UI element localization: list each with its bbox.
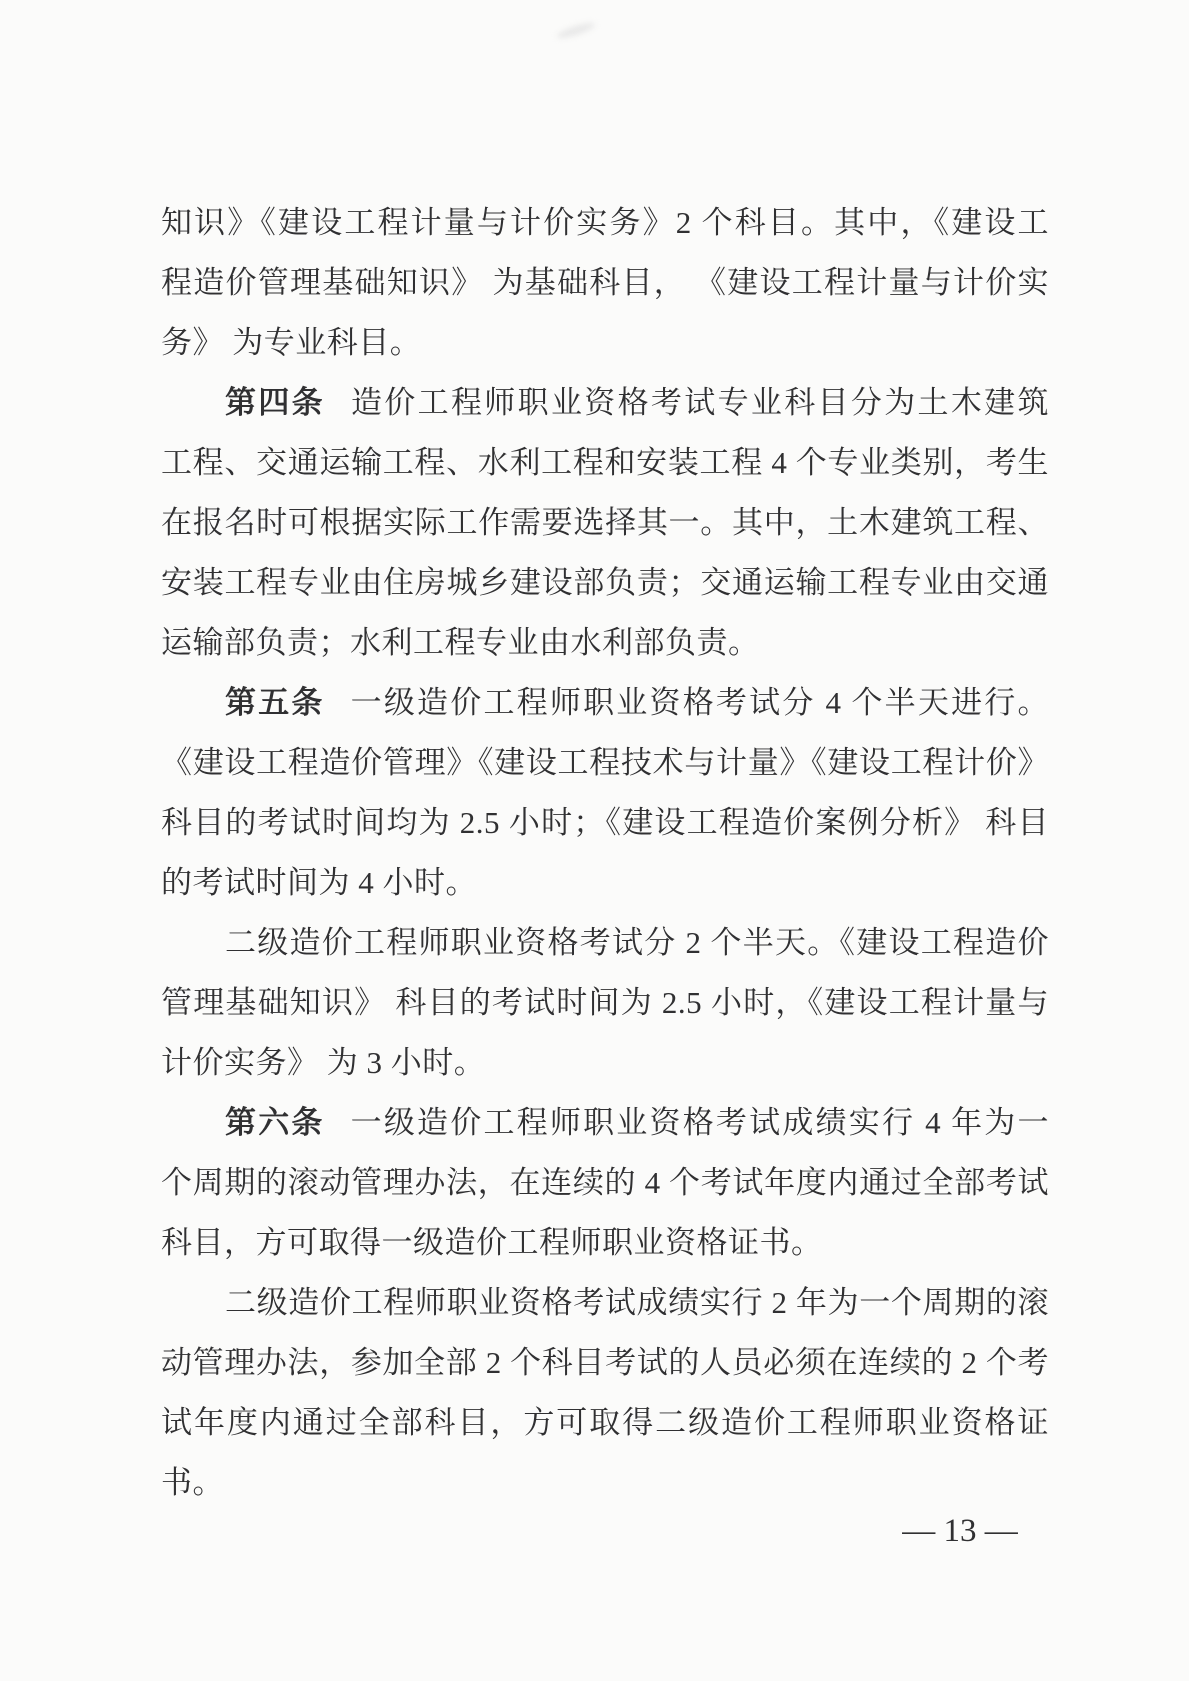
- text-segment: 运输部负责；水利工程专业由水利部负责。: [161, 625, 760, 660]
- text-line: [161, 1393, 1049, 1453]
- text-line: [161, 193, 1049, 253]
- text-line: [161, 373, 1049, 433]
- text-line: [161, 1153, 1049, 1213]
- text-line: [161, 793, 1049, 853]
- text-segment: 安装工程专业由住房城乡建设部负责；交通运输工程专业由交通: [161, 565, 1049, 600]
- text-segment: 试年度内通过全部科目，方可取得二级造价工程师职业资格证: [161, 1405, 1049, 1440]
- text-segment: 管理基础知识》 科目的考试时间为 2.5 小时，《建设工程计量与: [161, 985, 1049, 1020]
- text-segment: 计价实务》 为 3 小时。: [161, 1045, 486, 1080]
- text-segment: 的考试时间为 4 小时。: [161, 865, 477, 900]
- text-line: [161, 433, 1049, 493]
- text-segment: 工程、交通运输工程、水利工程和安装工程 4 个专业类别，考生: [161, 445, 1049, 480]
- text-segment: 科目，方可取得一级造价工程师职业资格证书。: [161, 1225, 823, 1260]
- text-segment: 在报名时可根据实际工作需要选择其一。其中，土木建筑工程、: [161, 505, 1049, 540]
- text-segment: 书。: [161, 1465, 224, 1500]
- text-line: [161, 853, 1049, 913]
- text-segment: 务》 为专业科目。: [161, 325, 422, 360]
- text-line: [161, 613, 1049, 673]
- text-line: [161, 973, 1049, 1033]
- text-line: [161, 493, 1049, 553]
- text-line: [161, 1273, 1049, 1333]
- text-segment: 动管理办法，参加全部 2 个科目考试的人员必须在连续的 2 个考: [161, 1345, 1049, 1380]
- text-segment: 二级造价工程师职业资格考试成绩实行 2 年为一个周期的滚: [225, 1285, 1049, 1320]
- text-segment: 程造价管理基础知识》 为基础科目， 《建设工程计量与计价实: [161, 265, 1049, 300]
- text-segment: 知识》《建设工程计量与计价实务》2 个科目。其中，《建设工: [161, 205, 1049, 240]
- scan-smudge: [556, 20, 597, 41]
- text-segment: 一级造价工程师职业资格考试分 4 个半天进行。: [350, 685, 1049, 720]
- text-line: [161, 253, 1049, 313]
- text-segment: 《建设工程造价管理》《建设工程技术与计量》《建设工程计价》: [161, 745, 1049, 780]
- text-segment: 一级造价工程师职业资格考试成绩实行 4 年为一: [350, 1105, 1049, 1140]
- document-body: [161, 193, 1049, 1513]
- text-line: [161, 1333, 1049, 1393]
- article-heading: 第六条: [225, 1105, 325, 1140]
- page-number: — 13 —: [902, 1513, 1018, 1549]
- text-line: [161, 553, 1049, 613]
- text-segment: 二级造价工程师职业资格考试分 2 个半天。《建设工程造价: [225, 925, 1049, 960]
- text-segment: 个周期的滚动管理办法，在连续的 4 个考试年度内通过全部考试: [161, 1165, 1049, 1200]
- text-line: [161, 913, 1049, 973]
- text-line: [161, 1213, 1049, 1273]
- article-heading: 第五条: [225, 685, 325, 720]
- text-line: [161, 1093, 1049, 1153]
- text-line: [161, 673, 1049, 733]
- text-line: [161, 313, 1049, 373]
- text-segment: 造价工程师职业资格考试专业科目分为土木建筑: [350, 385, 1050, 420]
- article-heading: 第四条: [225, 385, 325, 420]
- text-line: [161, 733, 1049, 793]
- text-line: [161, 1033, 1049, 1093]
- text-segment: 科目的考试时间均为 2.5 小时；《建设工程造价案例分析》 科目: [161, 805, 1049, 840]
